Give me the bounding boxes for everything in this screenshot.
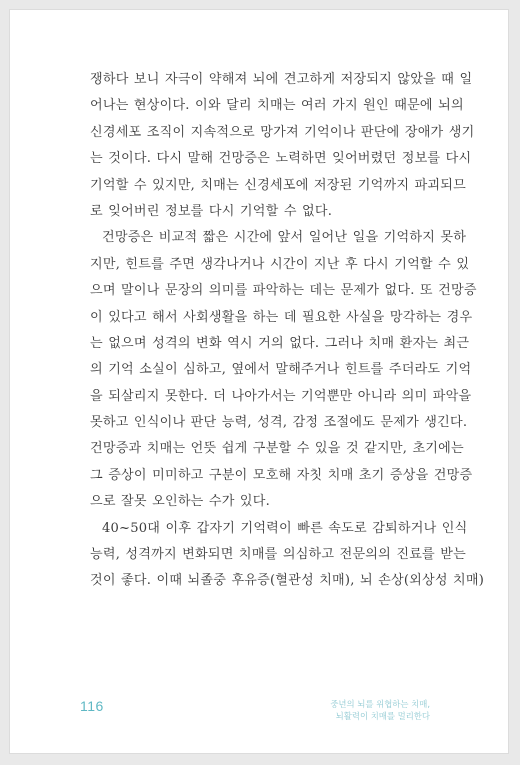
text-line: 건망증과 치매는 언뜻 쉽게 구분할 수 있을 것 같지만, 초기에는 bbox=[90, 441, 464, 457]
text-line: 못하고 인식이나 판단 능력, 성격, 감정 조절에도 문제가 생긴다. bbox=[90, 415, 468, 431]
text-line: 것이 좋다. 이때 뇌졸중 후유증(혈관성 치매), 뇌 손상(외상성 치매) bbox=[90, 573, 485, 589]
book-page bbox=[10, 10, 508, 753]
body-text bbox=[90, 67, 485, 595]
text-line: 40~50대 이후 갑자기 기억력이 빠른 속도로 감퇴하거나 인식 bbox=[102, 520, 468, 536]
page-number: 116 bbox=[80, 698, 104, 714]
text-line: 신경세포 조직이 지속적으로 망가져 기억이나 판단에 장애가 생기 bbox=[90, 124, 475, 140]
text-line: 건망증은 비교적 짧은 시간에 앞서 일어난 일을 기억하지 못하 bbox=[102, 230, 467, 246]
text-line: 어나는 현상이다. 이와 달리 치매는 여러 가지 원인 때문에 뇌의 bbox=[90, 98, 464, 114]
text-line: 기억할 수 있지만, 치매는 신경세포에 저장된 기억까지 파괴되므 bbox=[90, 177, 466, 193]
text-line: 로 잊어버린 정보를 다시 기억할 수 없다. bbox=[90, 203, 333, 219]
text-line: 을 되살리지 못한다. 더 나아가서는 기억뿐만 아니라 의미 파악을 bbox=[90, 388, 472, 404]
text-line: 그 증상이 미미하고 구분이 모호해 자칫 치매 초기 증상을 건망증 bbox=[90, 467, 473, 483]
text-line: 지만, 힌트를 주면 생각나거나 시간이 지난 후 다시 기억할 수 있 bbox=[90, 256, 470, 272]
text-line: 능력, 성격까지 변화되면 치매를 의심하고 전문의의 진료를 받는 bbox=[90, 547, 466, 563]
text-line: 이 있다고 해서 사회생활을 하는 데 필요한 사실을 망각하는 경우 bbox=[90, 309, 473, 325]
text-line: 쟁하다 보니 자극이 약해져 뇌에 견고하게 저장되지 않았을 때 일 bbox=[90, 72, 473, 87]
text-line: 는 없으며 성격의 변화 역시 거의 없다. 그러나 치매 환자는 최근 bbox=[90, 335, 470, 351]
text-line: 으며 말이나 문장의 의미를 파악하는 데는 문제가 없다. 또 건망증 bbox=[90, 283, 477, 299]
text-line: 으로 잘못 오인하는 수가 있다. bbox=[90, 494, 270, 510]
text-line: 의 기억 소실이 심하고, 옆에서 말해주거나 힌트를 주더라도 기억 bbox=[90, 362, 472, 378]
text-line: 는 것이다. 다시 말해 건망증은 노력하면 잊어버렸던 정보를 다시 bbox=[90, 151, 472, 167]
running-title-line: 중년의 뇌를 위협하는 치매, bbox=[330, 699, 430, 709]
running-title bbox=[330, 698, 430, 722]
running-title-line: 뇌활력이 치매를 멀리한다 bbox=[335, 711, 430, 721]
